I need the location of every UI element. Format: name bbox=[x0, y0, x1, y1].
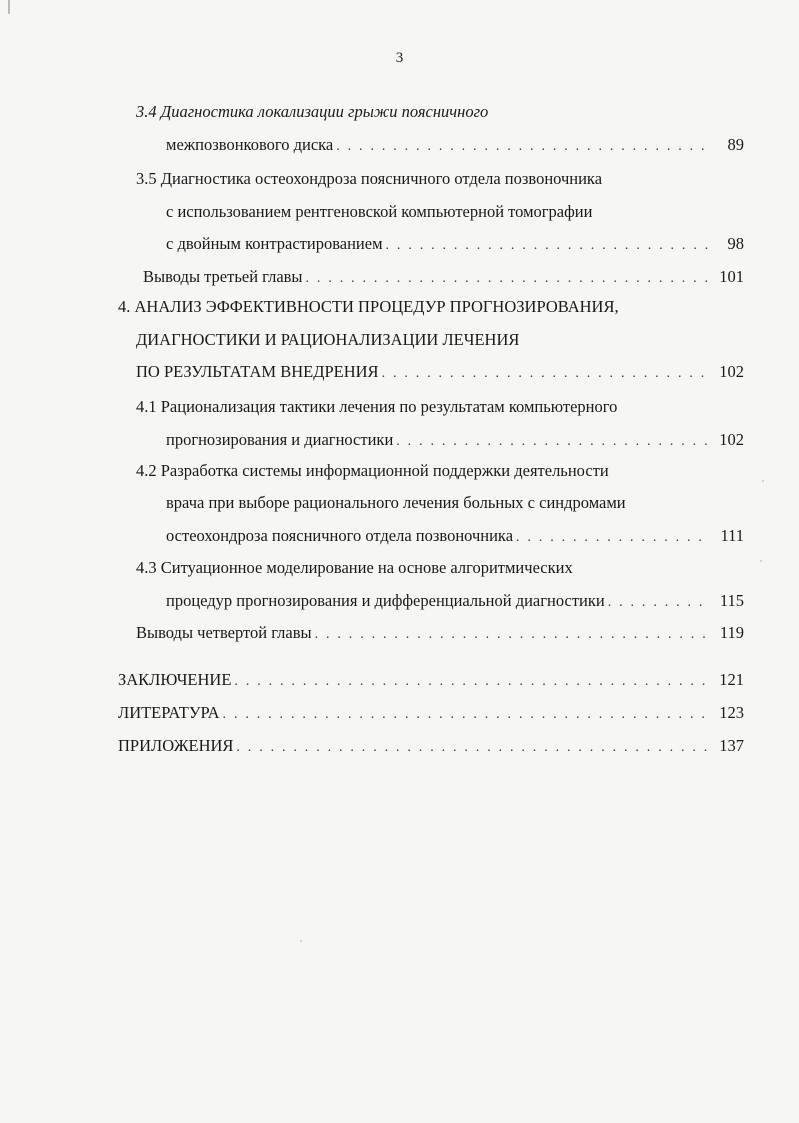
toc-page-number: 111 bbox=[720, 526, 744, 545]
toc-entry-text: Выводы четвертой главы bbox=[136, 623, 312, 642]
toc-entry-4-1-last-line bbox=[166, 429, 744, 453]
toc-entry-3-4-last-line bbox=[166, 134, 744, 158]
toc-entry-literature bbox=[118, 702, 744, 726]
toc-entry-3-5-last-line bbox=[166, 233, 744, 257]
scan-mark bbox=[8, 0, 10, 14]
toc-entry-text: Выводы третьей главы bbox=[143, 267, 303, 286]
toc-chapter-4-last-line bbox=[136, 361, 744, 385]
toc-entry-chapter-3-conclusions bbox=[143, 266, 744, 290]
scan-speck bbox=[300, 940, 302, 942]
toc-entry-text: ЛИТЕРАТУРА bbox=[118, 703, 220, 722]
scan-speck bbox=[760, 560, 762, 562]
toc-page-number: 98 bbox=[727, 234, 744, 253]
toc-entry-4-2-last-line bbox=[166, 525, 744, 549]
toc-page-number: 89 bbox=[727, 135, 744, 154]
leader-dots bbox=[608, 592, 710, 614]
toc-entry-4-1-line-1: 4.1 Рационализация тактики лечения по результатам компьютерного bbox=[136, 397, 618, 416]
toc-entry-text: ПО РЕЗУЛЬТАТАМ ВНЕДРЕНИЯ bbox=[136, 362, 379, 381]
toc-entry-3-4-line-1: 3.4 Диагностика локализации грыжи поясничного bbox=[136, 102, 489, 121]
toc-entry-3-5-line-1: 3.5 Диагностика остеохондроза поясничного отдела позвоночника bbox=[136, 169, 603, 188]
leader-dots bbox=[396, 431, 710, 453]
toc-entry-appendices bbox=[118, 735, 744, 759]
toc-page-number: 115 bbox=[719, 591, 744, 610]
toc-entry-4-2-line-1: 4.2 Разработка системы информационной поддержки деятельности bbox=[136, 461, 609, 480]
toc-entry-conclusion bbox=[118, 669, 744, 693]
leader-dots bbox=[516, 527, 710, 549]
leader-dots bbox=[382, 363, 710, 385]
leader-dots bbox=[223, 704, 710, 726]
toc-page-number: 123 bbox=[719, 703, 744, 722]
toc-entry-text: процедур прогнозирования и дифференциальной диагностики bbox=[166, 591, 605, 610]
page-number: 3 bbox=[395, 50, 404, 66]
toc-entry-text: с двойным контрастированием bbox=[166, 234, 383, 253]
toc-page-number: 121 bbox=[719, 670, 744, 689]
scan-speck bbox=[762, 480, 764, 482]
toc-entry-text: ЗАКЛЮЧЕНИЕ bbox=[118, 670, 232, 689]
toc-entry-4-3-last-line bbox=[166, 590, 744, 614]
leader-dots bbox=[236, 737, 710, 759]
toc-chapter-4-line-2: ДИАГНОСТИКИ И РАЦИОНАЛИЗАЦИИ ЛЕЧЕНИЯ bbox=[136, 330, 520, 349]
toc-page-number: 102 bbox=[719, 362, 744, 381]
toc-entry-text: межпозвонкового диска bbox=[166, 135, 334, 154]
toc-entry-text: остеохондроза поясничного отдела позвоночника bbox=[166, 526, 514, 545]
toc-entry-chapter-4-conclusions bbox=[136, 622, 744, 646]
toc-page-number: 101 bbox=[719, 267, 744, 286]
leader-dots bbox=[336, 136, 710, 158]
toc-chapter-4-line-1: 4. АНАЛИЗ ЭФФЕКТИВНОСТИ ПРОЦЕДУР ПРОГНОЗИРОВАНИЯ, bbox=[118, 297, 619, 316]
leader-dots bbox=[315, 624, 710, 646]
toc-entry-text: прогнозирования и диагностики bbox=[166, 430, 394, 449]
toc-entry-4-3-line-1: 4.3 Ситуационное моделирование на основе алгоритмических bbox=[136, 558, 573, 577]
toc-entry-text: ПРИЛОЖЕНИЯ bbox=[118, 736, 234, 755]
toc-page-number: 102 bbox=[719, 430, 744, 449]
toc-entry-3-5-line-2: с использованием рентгеновской компьютерной томографии bbox=[166, 202, 593, 221]
leader-dots bbox=[386, 235, 710, 257]
toc-entry-4-2-line-2: врача при выборе рационального лечения больных с синдромами bbox=[166, 493, 626, 512]
toc-page-number: 137 bbox=[719, 736, 744, 755]
toc-page-number: 119 bbox=[719, 623, 744, 642]
leader-dots bbox=[306, 268, 710, 290]
leader-dots bbox=[234, 671, 710, 693]
